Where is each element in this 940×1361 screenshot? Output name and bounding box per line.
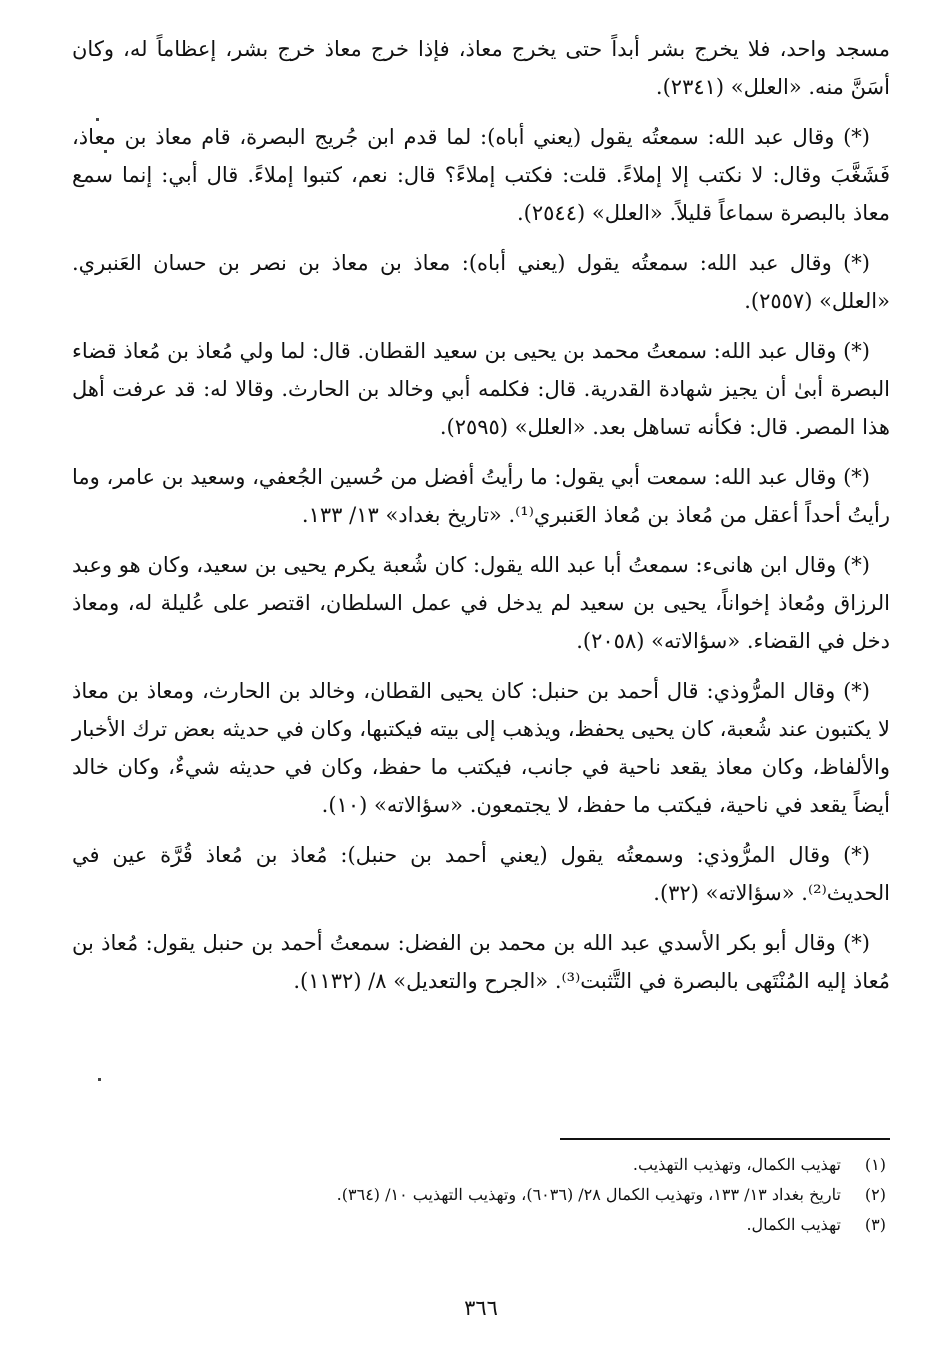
footnote-number: (٣)	[864, 1215, 886, 1234]
footnote-text: تاريخ بغداد ١٣/ ١٣٣، وتهذيب الكمال ٢٨/ (٦٠٣٦)، وتهذيب التهذيب ١٠/ (٣٦٤).	[336, 1185, 841, 1204]
footnote-number: (٢)	[864, 1185, 886, 1204]
book-page	[72, 30, 890, 1330]
footnotes	[72, 1150, 890, 1240]
entry: (*) وقال عبد الله: سمعتُ محمد بن يحيى بن سعيد القطان. قال: لما ولي مُعاذ بن مُعاذ قضاء البصرة أبىٰ أن يجيز شهادة القدرية. قال: فكلمه أبي وخالد بن الحارث. وقالا له: قد عرفت أهل هذا المصر. قال: فكأنه تساهل بعد. «العلل» (٢٥٩٥).	[72, 339, 890, 439]
entry: (*) وقال عبد الله: سمعتُه يقول (يعني أباه): لما قدم ابن جُريج البصرة، قام معاذ بن معاذ، فَشَغَّبَ وقال: لا نكتب إلا إملاءً. قلت: فكتب إملاءً؟ قال: نعم، كتبوا إملاءً. قال أبي: إنما سمع معاذ بالبصرة سماعاً قليلاً. «العلل» (٢٥٤٤).	[72, 125, 890, 225]
page-number: ٣٦٦	[464, 1296, 498, 1320]
footnote	[72, 1210, 890, 1240]
footnote-text: تهذيب الكمال، وتهذيب التهذيب.	[632, 1155, 841, 1174]
scan-speck	[104, 150, 107, 153]
footnote-number: (١)	[864, 1155, 886, 1174]
main-text	[72, 30, 890, 1000]
entry: (*) وقال المرُّوذي: قال أحمد بن حنبل: كان يحيى القطان، وخالد بن الحارث، ومعاذ بن معاذ لا يكتبون عند شُعبة، كان يحيى يحفظ، ويذهب إلى بيته فيكتبها، وكان في حديثه بعض ترك الأخبار والألفاظ، وكان معاذ يقعد ناحية في جانب، فيكتب ما حفظ، وكان في حديثه شيءٌ، وكان خالد أيضاً يقعد في ناحية، فيكتب ما حفظ، لا يجتمعون. «سؤالاته» (١٠).	[72, 679, 890, 817]
entry: (*) وقال ابن هانىء: سمعتُ أبا عبد الله يقول: كان شُعبة يكرم يحيى بن سعيد، وكان هو وعبد الرزاق ومُعاذ إخواناً، يحيى بن سعيد لم يدخل في عمل السلطان، اقتصر على عُليلة له، ومعاذ دخل في القضاء. «سؤالاته» (٢٠٥٨).	[72, 553, 890, 653]
footnote-text: تهذيب الكمال.	[746, 1215, 841, 1234]
footnote	[72, 1150, 890, 1180]
entry: (*) وقال عبد الله: سمعتُه يقول (يعني أباه): معاذ بن معاذ بن نصر بن حسان العَنبري. «العلل» (٢٥٥٧).	[72, 251, 890, 313]
entry: (*) وقال عبد الله: سمعت أبي يقول: ما رأيتُ أفضل من حُسين الجُعفي، وسعيد بن عامر، وما رأيتُ أحداً أعقل من مُعاذ بن مُعاذ العَنبري⁽¹⁾. «تاريخ بغداد» ١٣/ ١٣٣.	[72, 465, 890, 527]
entry: (*) وقال أبو بكر الأسدي عبد الله بن محمد بن الفضل: سمعتُ أحمد بن حنبل يقول: مُعاذ بن مُعاذ إليه المُنْتَهى بالبصرة في التَّثبت⁽³⁾. «الجرح والتعديل» ٨/ (١١٣٢).	[72, 931, 890, 993]
entry-continuation: مسجد واحد، فلا يخرج بشر أبداً حتى يخرج معاذ، فإذا خرج معاذ خرج بشر، إعظاماً له، وكان أسَنَّ منه. «العلل» (٢٣٤١).	[72, 37, 890, 99]
scan-speck	[96, 118, 99, 121]
footnote-separator	[560, 1138, 890, 1140]
footnote	[72, 1180, 890, 1210]
entry: (*) وقال المرُّوذي: وسمعتُه يقول (يعني أحمد بن حنبل): مُعاذ بن مُعاذ قُرَّة عين في الحديث⁽²⁾. «سؤالاته» (٣٢).	[72, 843, 890, 905]
scan-speck	[98, 1078, 101, 1081]
